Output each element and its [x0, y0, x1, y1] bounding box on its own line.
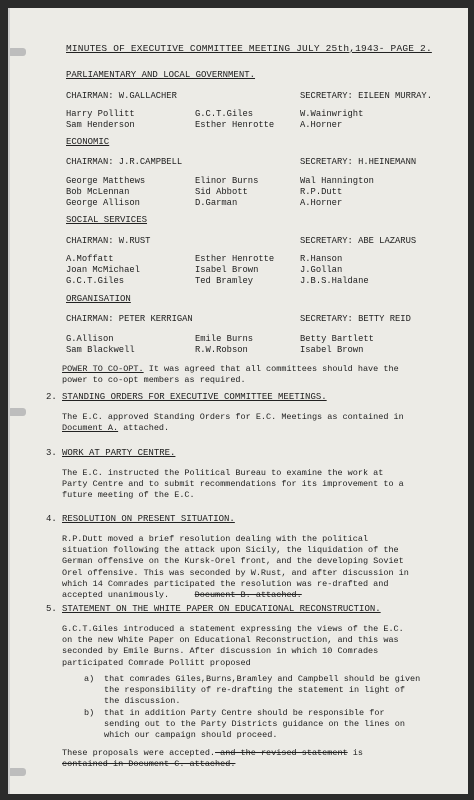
section-heading-organisation: ORGANISATION	[66, 294, 131, 304]
member: Isabel Brown	[195, 265, 259, 275]
member: G.C.T.Giles	[195, 109, 254, 119]
member: A.Horner	[300, 120, 343, 130]
member: R.Hanson	[300, 254, 343, 264]
member: George Matthews	[66, 176, 146, 186]
member: A.Moffatt	[66, 254, 114, 264]
member: Harry Pollitt	[66, 109, 135, 119]
closing-paragraph	[62, 748, 457, 770]
section-heading-parliamentary: PARLIAMENTARY AND LOCAL GOVERNMENT.	[66, 70, 256, 80]
binder-hole	[8, 408, 26, 416]
item-text: G.C.T.Giles introduced a statement expressing the views of the E.C.	[62, 624, 404, 634]
chairman-economic: CHAIRMAN: J.R.CAMPBELL	[66, 157, 183, 167]
member: Wal Hannington	[300, 176, 374, 186]
item-number: 4.	[46, 514, 57, 524]
secretary-economic: SECRETARY: H.HEINEMANN	[300, 157, 417, 167]
item-heading: STANDING ORDERS FOR EXECUTIVE COMMITTEE MEETINGS.	[62, 392, 327, 402]
member: Esther Henrotte	[195, 120, 275, 130]
document-page	[8, 8, 468, 794]
item-text: German offensive on the Kursk-Orel front, and the developing Soviet	[62, 556, 404, 567]
struck-text: contained in Document C. attached.	[62, 759, 236, 770]
struck-text: and the revised statement	[215, 748, 348, 758]
secretary-social: SECRETARY: ABE LAZARUS	[300, 236, 417, 246]
member: R.P.Dutt	[300, 187, 343, 197]
secretary-parliamentary: SECRETARY: EILEEN MURRAY.	[300, 91, 432, 101]
item-text: the discussion.	[104, 696, 181, 707]
item-text: sending out to the Party Districts guidance on the lines on	[104, 719, 405, 730]
binder-hole	[8, 768, 26, 776]
member: Sam Blackwell	[66, 345, 135, 355]
member: Isabel Brown	[300, 345, 364, 355]
section-heading-social: SOCIAL SERVICES	[66, 215, 148, 225]
chairman-social: CHAIRMAN: W.RUST	[66, 236, 151, 246]
document-reference: Document A.	[62, 423, 119, 434]
item-text: These proposals were accepted.	[62, 748, 216, 758]
item-text: is	[347, 748, 363, 758]
member: A.Horner	[300, 198, 343, 208]
member: R.W.Robson	[195, 345, 248, 355]
item-text: R.P.Dutt moved a brief resolution dealing with the political	[62, 534, 369, 544]
item-body	[62, 624, 457, 669]
chairman-parliamentary: CHAIRMAN: W.GALLACHER	[66, 91, 177, 101]
member: J.B.S.Haldane	[300, 276, 369, 286]
cooption-text: power to co-opt members as required.	[62, 375, 246, 386]
item-number: 2.	[46, 392, 57, 402]
member: J.Gollan	[300, 265, 343, 275]
member: Emile Burns	[195, 334, 254, 344]
item-text: future meeting of the E.C.	[62, 490, 195, 501]
item-heading: STATEMENT ON THE WHITE PAPER ON EDUCATIONAL RECONSTRUCTION.	[62, 604, 381, 614]
item-text: accepted unanimously.	[62, 590, 170, 601]
member: Bob McLennan	[66, 187, 130, 197]
member: Esther Henrotte	[195, 254, 275, 264]
item-text: situation following the attack upon Sicily, the liquidation of the	[62, 545, 399, 556]
item-body	[62, 534, 457, 601]
page-title: MINUTES OF EXECUTIVE COMMITTEE MEETING JULY 25th,1943- PAGE 2.	[66, 43, 432, 54]
item-heading: WORK AT PARTY CENTRE.	[62, 448, 176, 458]
struck-text: Document B. attached.	[194, 590, 302, 601]
member: G.Allison	[66, 334, 114, 344]
item-text: that in addition Party Centre should be responsible for	[104, 708, 385, 718]
member: W.Wainwright	[300, 109, 364, 119]
item-body	[62, 412, 457, 434]
item-text: attached.	[118, 423, 170, 434]
item-text: The E.C. approved Standing Orders for E.C. Meetings as contained in	[62, 412, 404, 422]
item-text: which our campaign should proceed.	[104, 730, 278, 741]
member: D.Garman	[195, 198, 238, 208]
item-text: The E.C. instructed the Political Bureau to examine the work at	[62, 468, 384, 478]
member: Elinor Burns	[195, 176, 259, 186]
item-text: seconded by Emile Burns. After discussion in which 10 Comrades	[62, 646, 379, 657]
member: Sam Henderson	[66, 120, 135, 130]
item-text: the responsibility of re-drafting the statement in light of	[104, 685, 405, 696]
cooption-paragraph	[62, 364, 457, 386]
sub-item-body	[104, 708, 454, 742]
item-number: 5.	[46, 604, 57, 614]
item-text: Party Centre and to submit recommendations for its improvement to a	[62, 479, 404, 490]
item-body	[62, 468, 457, 502]
item-text: on the new White Paper on Educational Reconstruction, and this was	[62, 635, 399, 646]
item-text: that comrades Giles,Burns,Bramley and Campbell should be given	[104, 674, 421, 684]
item-number: 3.	[46, 448, 57, 458]
item-heading: RESOLUTION ON PRESENT SITUATION.	[62, 514, 235, 524]
section-heading-economic: ECONOMIC	[66, 137, 110, 147]
sub-item-body	[104, 674, 454, 708]
item-text: Orel offensive. This was seconded by W.Rust, and after discussion in	[62, 567, 409, 578]
secretary-organisation: SECRETARY: BETTY REID	[300, 314, 411, 324]
binder-hole	[8, 48, 26, 56]
cooption-text: It was agreed that all committees should have the	[143, 364, 399, 374]
item-text: which 14 Comrades participated the resolution was re-drafted and	[62, 578, 389, 589]
member: Sid Abbott	[195, 187, 248, 197]
sub-item-label: a)	[84, 674, 95, 684]
member: Joan McMichael	[66, 265, 140, 275]
member: Ted Bramley	[195, 276, 254, 286]
member: Betty Bartlett	[300, 334, 374, 344]
cooption-label: POWER TO CO-OPT.	[62, 364, 144, 374]
sub-item-label: b)	[84, 708, 95, 718]
item-text: participated Comrade Pollitt proposed	[62, 657, 251, 668]
chairman-organisation: CHAIRMAN: PETER KERRIGAN	[66, 314, 193, 324]
member: G.C.T.Giles	[66, 276, 125, 286]
member: George Allison	[66, 198, 140, 208]
